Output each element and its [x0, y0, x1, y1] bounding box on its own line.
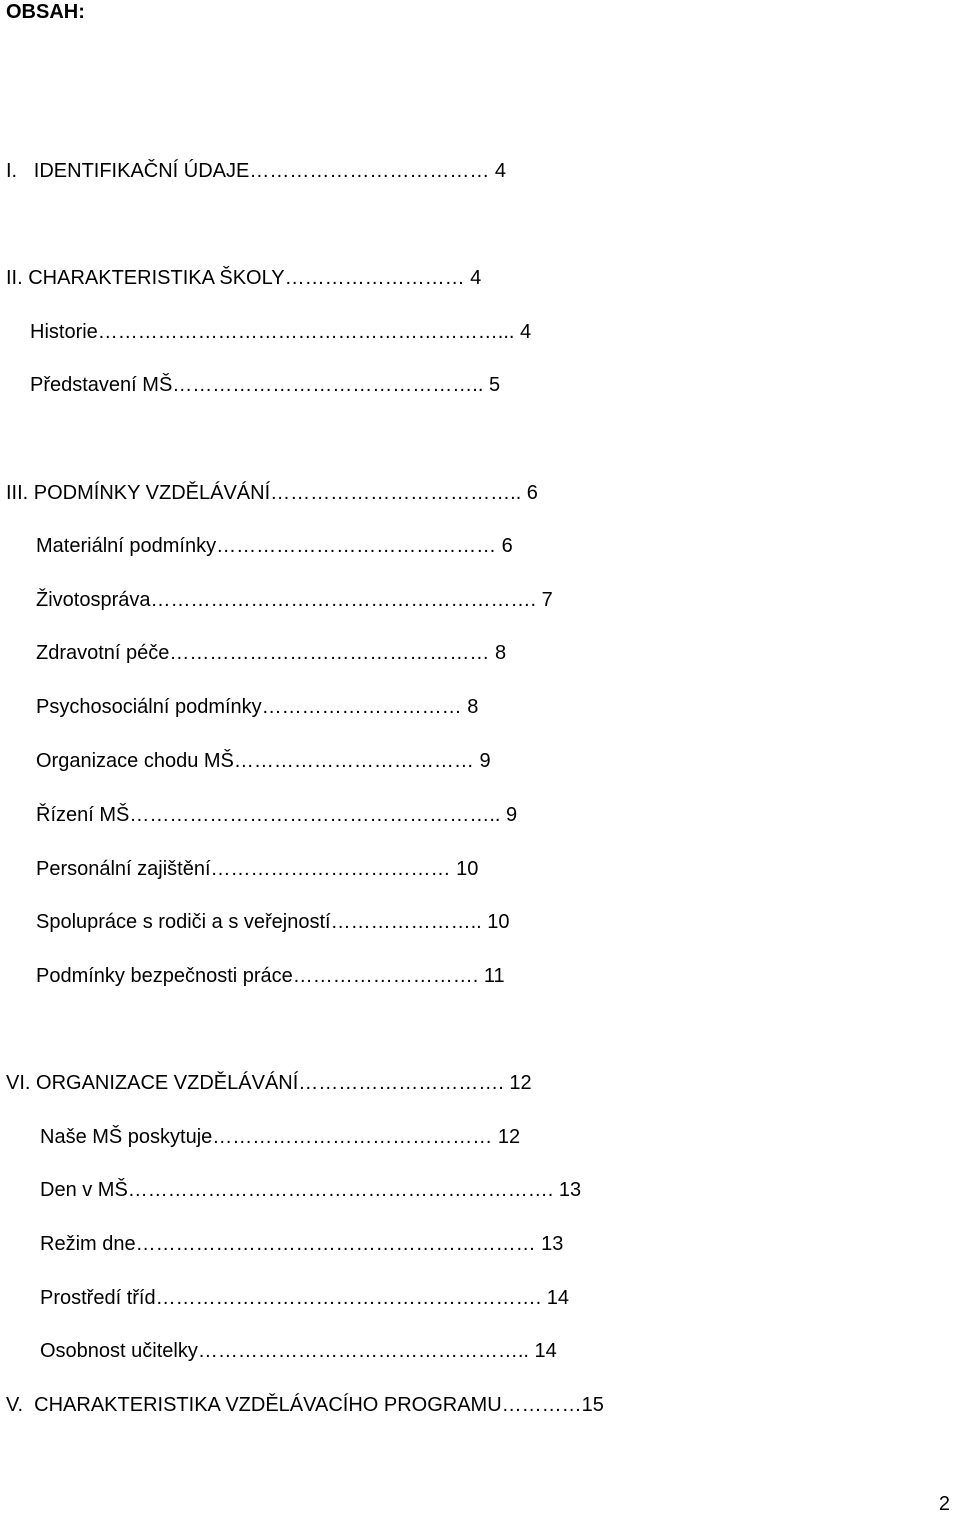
toc-item-prostredi-trid: Prostředí tříd…………………………………………………. 14 [40, 1287, 569, 1309]
toc-item-identifikacni-udaje: I. IDENTIFIKAČNÍ ÚDAJE……………………………… 4 [6, 160, 507, 182]
page-number: 2 [938, 1493, 950, 1515]
toc-item-personalni-zajisteni: Personální zajištění……………………………… 10 [36, 858, 479, 880]
toc-item-rizeni-ms: Řízení MŠ……………………………………………….. 9 [36, 804, 518, 826]
toc-item-den-v-ms: Den v MŠ………………………………………………………. 13 [40, 1179, 582, 1201]
toc-item-podminky-vzdelavani: III. PODMÍNKY VZDĚLÁVÁNÍ……………………………….. 6 [6, 482, 538, 504]
toc-item-spoluprace: Spolupráce s rodiči a s veřejností………………….. 10 [36, 911, 510, 933]
toc-item-rezim-dne: Režim dne…………………………………………………… 13 [40, 1233, 564, 1255]
toc-item-historie: Historie……………………………………………………... 4 [30, 321, 532, 343]
toc-item-charakteristika-skoly: II. CHARAKTERISTIKA ŠKOLY……………………… 4 [6, 267, 482, 289]
page-title: OBSAH: [6, 1, 85, 23]
toc-item-bezpecnost-prace: Podmínky bezpečnosti práce………………………. 11 [36, 965, 505, 987]
toc-item-osobnost-ucitelky: Osobnost učitelky………………………………………….. 14 [40, 1340, 557, 1362]
toc-item-psychosocialni-podminky: Psychosociální podmínky………………………… 8 [36, 696, 479, 718]
toc-item-zivotosprava: Životospráva…………………………………………………. 7 [36, 589, 553, 611]
toc-item-organizace-chodu: Organizace chodu MŠ……………………………… 9 [36, 750, 491, 772]
toc-item-zdravotni-pece: Zdravotní péče………………………………………… 8 [36, 642, 507, 664]
toc-item-organizace-vzdelavani: VI. ORGANIZACE VZDĚLÁVÁNÍ…………………………. 12 [6, 1072, 532, 1094]
toc-item-predstaveni-ms: Představení MŠ……………………………………….. 5 [30, 374, 501, 396]
toc-item-nase-ms-poskytuje: Naše MŠ poskytuje…………………………………… 12 [40, 1126, 521, 1148]
toc-item-charakteristika-programu: V. CHARAKTERISTIKA VZDĚLÁVACÍHO PROGRAMU…………15 [6, 1394, 604, 1416]
toc-item-materialni-podminky: Materiální podmínky…………………………………… 6 [36, 535, 513, 557]
